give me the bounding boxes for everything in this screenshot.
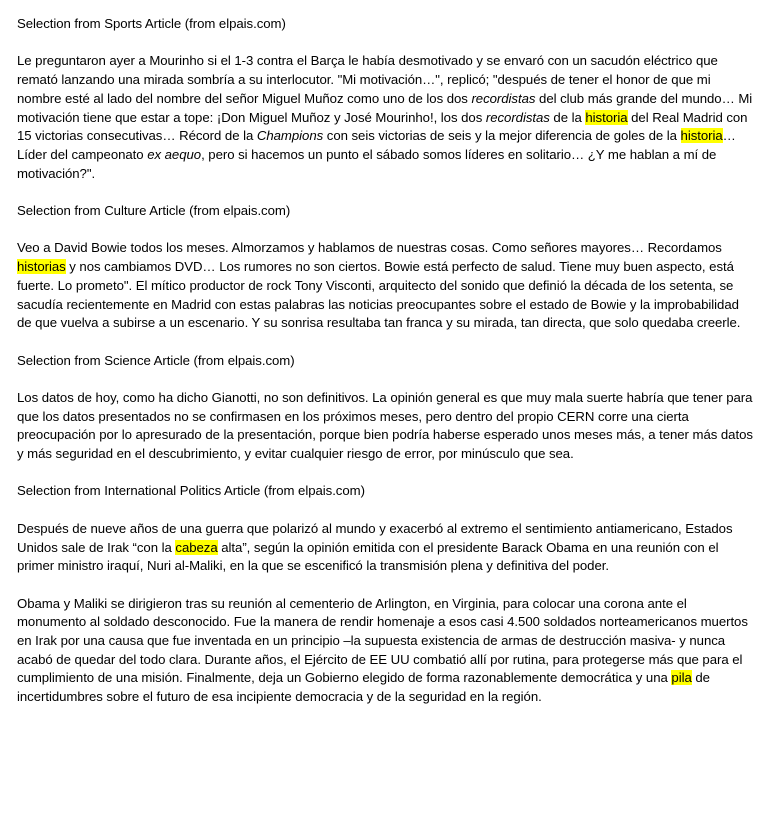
text-run: Le preguntaron ayer a Mourinho si el 1-3 contra el Barça le había desmotivado y se envaró con un sacudón eléctrico que remató lanzando una mirada sombría a su interlocutor. "Mi motivación…", replicó; "después de tener el honor de que mi nombre esté al lado del nombre del señor Miguel Muñoz como uno de los dos — [17, 53, 718, 106]
italic-text: recordistas — [471, 90, 536, 106]
section-heading: Selection from International Politics Article (from elpais.com) — [17, 483, 365, 499]
text-run: … Líder del campeonato — [17, 128, 736, 162]
text-run: , pero si hacemos un punto el sábado somos líderes en solitario… ¿Y me hablan a mí de motivación?". — [17, 146, 717, 181]
text-run: del club más grande del mundo… Mi motivación tiene que estar a tope: ¡Don Miguel Muñoz y José Mourinho!, los dos — [17, 90, 753, 125]
highlighted-word: historia — [680, 128, 723, 144]
highlighted-word: historia — [585, 109, 628, 125]
section-heading: Selection from Sports Article (from elpais.com) — [17, 16, 286, 31]
section-heading: Selection from Science Article (from elpais.com) — [17, 352, 295, 368]
article-paragraph — [17, 520, 753, 576]
article-paragraph — [17, 389, 753, 464]
highlighted-word: historias — [17, 259, 66, 275]
italic-text: Champions — [256, 128, 324, 144]
article-paragraph — [17, 595, 753, 707]
article-paragraph — [17, 239, 753, 333]
text-run: de incertidumbres sobre el futuro de esa incipiente democracia y de la seguridad en la región. — [17, 670, 710, 705]
science-section — [17, 352, 753, 464]
culture-section — [17, 202, 753, 333]
sports-section — [17, 15, 753, 183]
italic-text: ex aequo — [147, 146, 202, 162]
text-run: con seis victorias de seis y la mejor diferencia de goles de la — [323, 128, 681, 144]
article-paragraph — [17, 52, 753, 183]
text-run: y nos cambiamos DVD… Los rumores no son ciertos. Bowie está perfecto de salud. Tiene muy buen aspecto, está fuerte. Lo prometo". El mítico productor de rock Tony Visconti, arquitecto del sonido que definió la década de los setenta, se sacudía recientemente en Madrid con estas palabras las noticias preocupantes sobre el estado de Bowie y la improbabilidad de que vuelva a subirse a un escenario. Y su sonrisa resultaba tan franca y su mirada, tan directa, que solo quedaba creerle. — [17, 259, 741, 331]
text-run: Los datos de hoy, como ha dicho Gianotti, no son definitivos. La opinión general es que muy mala suerte habría que tener para que los datos presentados no se confirmasen en los próximos meses, pero dentro del propio CERN corre una cierta preocupación por lo apresurado de la presentación, porque bien podría haberse esperado unos meses más, a tener más datos y más seguridad en el descubrimiento, y evitar cualquier riesgo de error, por minúsculo que sea. — [17, 389, 753, 462]
italic-text: recordistas — [485, 109, 550, 125]
text-run: de la — [549, 109, 586, 125]
text-run: alta”, según la opinión emitida con el presidente Barack Obama en una reunión con el primer ministro iraquí, Nuri al-Maliki, en la que se escenificó la transmisión plena y definitiva del poder. — [17, 539, 719, 574]
text-run: Veo a David Bowie todos los meses. Almorzamos y hablamos de nuestras cosas. Como señores mayores… Recordamos — [17, 240, 722, 256]
politics-section — [17, 482, 753, 706]
highlighted-word: cabeza — [175, 539, 218, 555]
text-run: Después de nueve años de una guerra que polarizó al mundo y exacerbó al extremo el sentimiento antiamericano, Estados Unidos sale de Irak “con la — [17, 520, 733, 555]
text-run: del Real Madrid con 15 victorias consecutivas… Récord de la — [17, 109, 748, 144]
highlighted-word: pila — [671, 670, 692, 686]
text-run: Obama y Maliki se dirigieron tras su reunión al cementerio de Arlington, en Virginia, para colocar una corona ante el monumento al soldado desconocido. Fue la manera de rendir homenaje a esos casi 4.500 soldados norteamericanos muertos en Irak por una causa que fue inventada en un principio –la supuesta existencia de armas de destrucción masiva- y nunca acabó de quedar del todo clara. Durante años, el Ejército de EE UU combatió allí por rutina, para protegerse más que para el cumplimiento de una misión. Finalmente, deja un Gobierno elegido de forma razonablemente democrática y una — [17, 595, 748, 686]
section-heading: Selection from Culture Article (from elpais.com) — [17, 203, 291, 218]
